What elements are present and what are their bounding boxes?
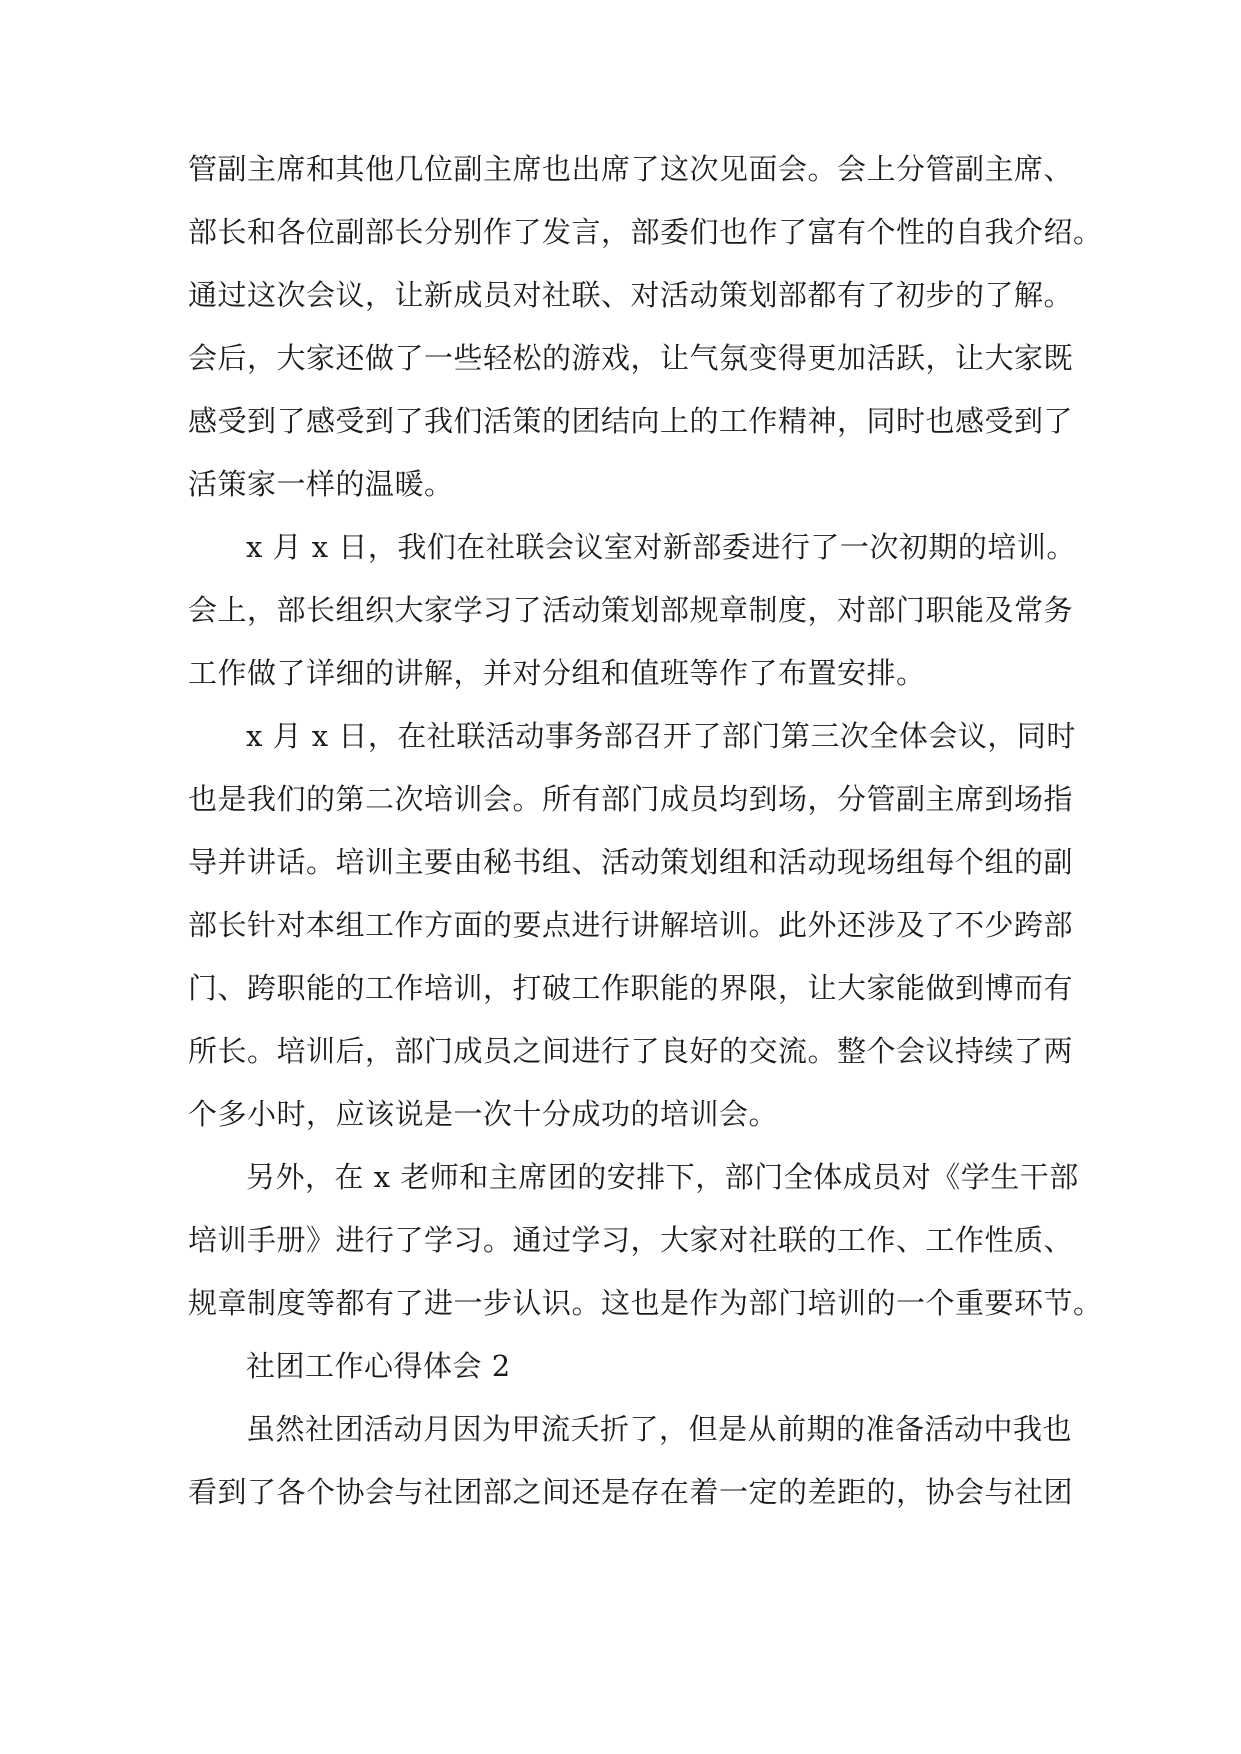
heading-line: 社团工作心得体会 2 [246, 1349, 511, 1383]
paragraph-1 [188, 138, 1103, 516]
text-line: 门、跨职能的工作培训，打破工作职能的界限，让大家能做到博而有 [188, 971, 1074, 1005]
paragraph-3 [188, 705, 1076, 1146]
paragraph-4 [188, 1146, 1103, 1335]
text-line: 会上，部长组织大家学习了活动策划部规章制度，对部门职能及常务 [188, 593, 1074, 627]
text-line: 所长。培训后，部门成员之间进行了良好的交流。整个会议持续了两 [188, 1034, 1074, 1068]
text-line: 另外，在 x 老师和主席团的安排下，部门全体成员对《学生干部 [246, 1160, 1079, 1194]
document-page [188, 138, 1103, 1524]
text-line: 部长和各位副部长分别作了发言，部委们也作了富有个性的自我介绍。 [188, 215, 1103, 249]
text-line: 导并讲话。培训主要由秘书组、活动策划组和活动现场组每个组的副 [188, 845, 1074, 879]
text-line: 个多小时，应该说是一次十分成功的培训会。 [188, 1097, 779, 1131]
section-heading [188, 1335, 1068, 1398]
text-line: 虽然社团活动月因为甲流夭折了，但是从前期的准备活动中我也 [246, 1412, 1073, 1446]
paragraph-5 [188, 1398, 1074, 1524]
text-line: 看到了各个协会与社团部之间还是存在着一定的差距的，协会与社团 [188, 1475, 1074, 1509]
text-line: x 月 x 日，我们在社联会议室对新部委进行了一次初期的培训。 [246, 530, 1076, 564]
text-line: 规章制度等都有了进一步认识。这也是作为部门培训的一个重要环节。 [188, 1286, 1103, 1320]
text-line: 工作做了详细的讲解，并对分组和值班等作了布置安排。 [188, 656, 926, 690]
paragraph-2 [188, 516, 1076, 705]
text-line: 培训手册》进行了学习。通过学习，大家对社联的工作、工作性质、 [188, 1223, 1074, 1257]
text-line: 感受到了感受到了我们活策的团结向上的工作精神，同时也感受到了 [188, 404, 1074, 438]
text-line: 管副主席和其他几位副主席也出席了这次见面会。会上分管副主席、 [188, 152, 1074, 186]
text-line: 活策家一样的温暖。 [188, 467, 454, 501]
text-line: 也是我们的第二次培训会。所有部门成员均到场，分管副主席到场指 [188, 782, 1074, 816]
text-line: 通过这次会议，让新成员对社联、对活动策划部都有了初步的了解。 [188, 278, 1074, 312]
text-line: 会后，大家还做了一些轻松的游戏，让气氛变得更加活跃，让大家既 [188, 341, 1074, 375]
text-line: x 月 x 日，在社联活动事务部召开了部门第三次全体会议，同时 [246, 719, 1076, 753]
text-line: 部长针对本组工作方面的要点进行讲解培训。此外还涉及了不少跨部 [188, 908, 1074, 942]
